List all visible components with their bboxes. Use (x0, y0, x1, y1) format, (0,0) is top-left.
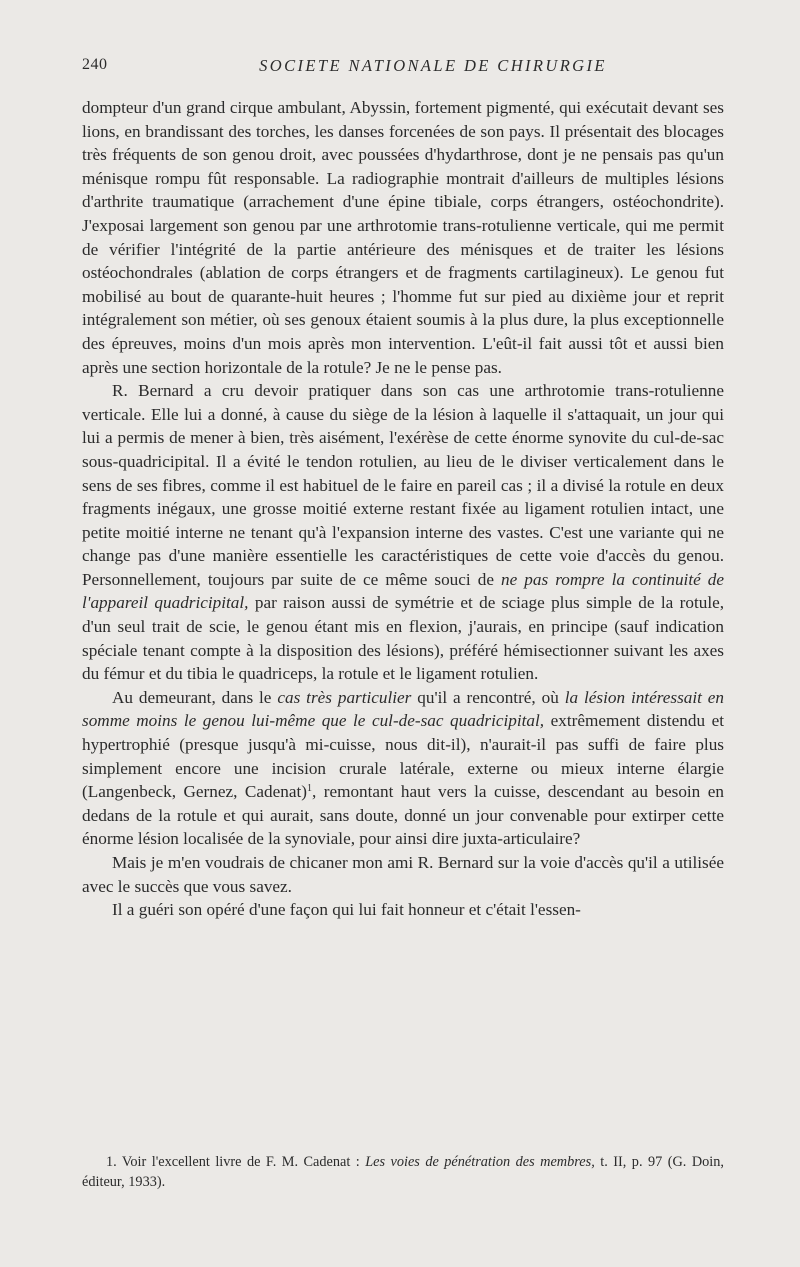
footnote-text-a: 1. Voir l'excellent livre de F. M. Cadenat : (106, 1154, 360, 1170)
footnote-marker: 1 (306, 783, 312, 795)
paragraph-3-text-a: Au demeurant, dans le (112, 687, 272, 707)
body-text (82, 96, 724, 922)
page-header (82, 56, 724, 80)
footnote-italic-title: Les voies de pénétration des membres, (365, 1154, 595, 1170)
paragraph-2-italic: ne pas rompre la continuité de l'appareil quadricipital, (82, 569, 724, 613)
paragraph-3 (82, 686, 724, 851)
footnote-text-b: t. II, p. 97 (G. Doin, éditeur, 1933). (82, 1154, 724, 1190)
paragraph-3-italic-1: cas très particulier (277, 687, 412, 707)
paragraph-1 (82, 96, 724, 379)
paragraph-5 (82, 898, 724, 922)
paragraph-3-text-b: qu'il a rencontré, où (417, 687, 559, 707)
paragraph-2-text-b: par raison aussi de symétrie et de sciage plus simple de la rotule, d'un seul trait de scie, le genou étant mis en flexion, j'aurais, en principe (sauf indication spéciale tenant compte à la disposition des lésions), préféré hémisectionner suivant les axes du fémur et du tibia le quadriceps, la rotule et le ligament rotulien. (82, 593, 725, 684)
paragraph-3-text-c: extrêmement distendu et hypertrophié (presque jusqu'à mi-cuisse, nous dit-il), n'aurait-il pas suffi de faire plus simplement encore une incision crurale latérale, externe ou mieux interne élargie (Langenbeck, Gernez, Cadenat) (82, 711, 724, 802)
paragraph-3-italic-2: la lésion intéressait en somme moins le genou lui-même que le cul-de-sac quadricipital, (82, 687, 725, 731)
footnote (82, 1153, 724, 1192)
paragraph-2 (82, 379, 724, 686)
paragraph-5-text: Il a guéri son opéré d'une façon qui lui fait honneur et c'était l'essen- (112, 900, 581, 920)
paragraph-2-text-a: R. Bernard a cru devoir pratiquer dans son cas une arthrotomie trans-rotulienne verticale. Elle lui a donné, à cause du siège de la lésion à laquelle il s'attaquait, un jour qui lui a permis de mener à bien, très aisément, l'exérèse de cette énorme synovite du cul-de-sac sous-quadricipital. Il a évité le tendon rotulien, au lieu de le diviser verticalement dans le sens de ses fibres, comme il est habituel de le faire en pareil cas ; il a divisé la rotule en deux fragments inégaux, une grosse moitié externe restant fixée au ligament rotulien intact, une petite moitié interne ne tenant qu'à l'expansion interne des vastes. C'est une variante qui ne change pas d'une manière essentielle les caractéristiques de cette voie d'accès du genou. Personnellement, toujours par suite de ce même souci de (82, 381, 724, 589)
paragraph-4 (82, 851, 724, 898)
paragraph-1-text: dompteur d'un grand cirque ambulant, Abyssin, fortement pigmenté, qui exécutait devant ses lions, en brandissant des torches, les danses forcenées de son pays. Il présentait des blocages très fréquents de son genou droit, avec poussées d'hydarthrose, dont je ne pensais pas qu'un ménisque rompu fût responsable. La radiographie montrait d'ailleurs de multiples lésions d'arthrite traumatique (arrachement d'une épine tibiale, corps étrangers, ostéochondrite). J'exposai largement son genou par une arthrotomie trans-rotulienne verticale, qui me permit de vérifier l'intégrité de la partie antérieure des ménisques et de traiter les lésions ostéochondrales (ablation de corps étrangers et de fragments cartilagineux). Le genou fut mobilisé au bout de quarante-huit heures ; l'homme fut sur pied au dixième jour et reprit intégralement son métier, où ses genoux étaient soumis à la plus dure, la plus exceptionnelle des épreuves, moins d'un mois après mon intervention. L'eût-il fait aussi tôt et aussi bien après une section horizontale de la rotule? Je ne le pense pas. (82, 98, 724, 377)
footnote-1 (82, 1153, 724, 1192)
running-title: SOCIETE NATIONALE DE CHIRURGIE (259, 56, 607, 75)
paragraph-4-text: Mais je m'en voudrais de chicaner mon ami R. Bernard sur la voie d'accès qu'il a utilisée avec le succès que vous savez. (82, 853, 724, 896)
paragraph-3-text-d: , remontant haut vers la cuisse, descendant au besoin en dedans de la rotule et qui aurait, sans doute, donné un jour convenable pour extirper cette énorme lésion localisée de la synoviale, pour ainsi dire juxta-articulaire? (82, 782, 724, 849)
page-number: 240 (82, 56, 108, 73)
